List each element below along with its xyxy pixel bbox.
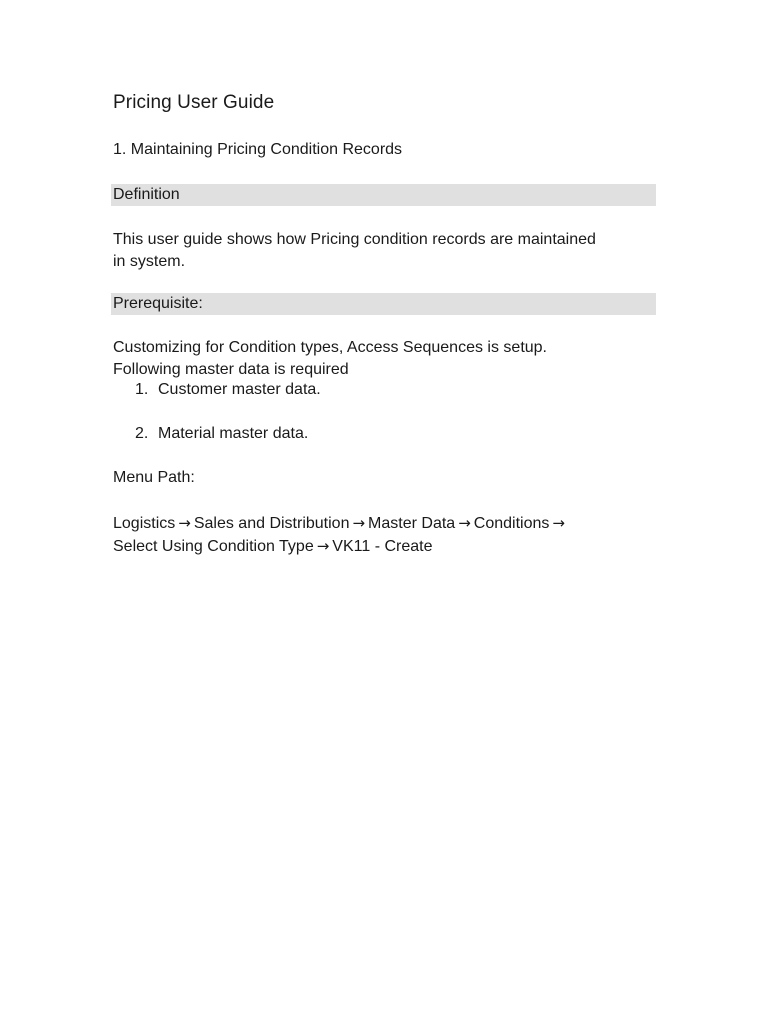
definition-text-line2: in system. [113, 253, 186, 270]
arrow-right-icon: → [552, 514, 565, 532]
menu-path-step: Sales and Distribution [193, 515, 350, 532]
prerequisite-heading-bar [111, 293, 656, 315]
menu-path-step: Conditions [473, 515, 550, 532]
arrow-right-icon: → [352, 514, 366, 532]
arrow-right-icon: → [178, 514, 191, 532]
definition-heading-bar [111, 184, 656, 206]
arrow-right-icon: → [316, 537, 330, 555]
menu-path [113, 512, 658, 558]
definition-text-line1: This user guide shows how Pricing condition records are maintained [113, 231, 596, 248]
list-item [135, 381, 321, 399]
arrow-right-icon: → [458, 514, 471, 532]
menu-path-step: Master Data [368, 515, 456, 532]
menu-path-label: Menu Path: [113, 469, 195, 486]
list-item [135, 425, 308, 443]
menu-path-step: Select Using Condition Type [113, 538, 314, 555]
prerequisite-heading: Prerequisite: [113, 295, 203, 312]
list-item-label: Customer master data. [158, 381, 321, 398]
document-title: Pricing User Guide [113, 92, 275, 113]
menu-path-step: Logistics [113, 515, 176, 532]
menu-path-step: VK11 - Create [332, 538, 433, 555]
definition-text [113, 229, 658, 273]
list-item-number: 2. [135, 425, 149, 442]
definition-heading: Definition [113, 186, 180, 203]
list-item-number: 1. [135, 381, 149, 398]
prerequisite-text-line1: Customizing for Condition types, Access Sequences is setup. [113, 339, 547, 356]
section-heading: 1. Maintaining Pricing Condition Records [113, 141, 403, 158]
prerequisite-text [113, 337, 658, 381]
list-item-label: Material master data. [158, 425, 309, 442]
prerequisite-text-line2: Following master data is required [113, 361, 349, 378]
